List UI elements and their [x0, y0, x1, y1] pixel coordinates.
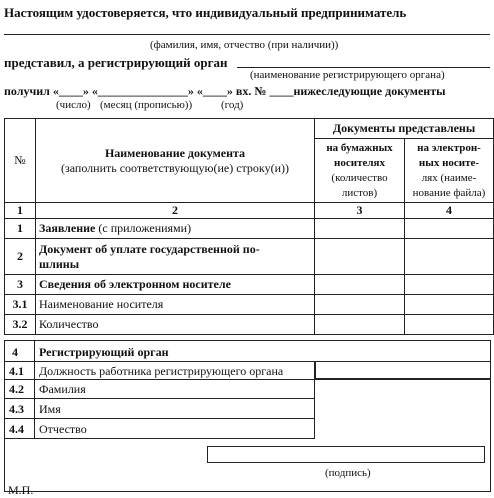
table-row: [5, 219, 494, 239]
header-electronic: [405, 139, 494, 203]
electronic-cell[interactable]: [405, 315, 494, 335]
fio-line[interactable]: [4, 34, 490, 35]
caption-number: (число): [56, 99, 91, 111]
row-name: Количество: [36, 315, 315, 335]
paper-cell[interactable]: [315, 275, 405, 295]
header-electronic-line: лях (наиме-: [421, 171, 477, 184]
row-num: 4.3: [9, 402, 24, 416]
divider: [4, 379, 491, 380]
caption-month: (месяц (прописью)): [100, 99, 193, 111]
received-text: получил «____» «_______________» «____» вх. № ____нижеследующие документы: [4, 84, 446, 98]
surname-label: Фамилия: [39, 382, 86, 396]
index-cell: 4: [405, 203, 494, 219]
paper-cell[interactable]: [315, 219, 405, 239]
fio-caption: (фамилия, имя, отчество (при наличии)): [150, 39, 339, 51]
index-cell: 3: [315, 203, 405, 219]
position-field[interactable]: [315, 361, 491, 379]
position-label: Должность работника регистрирующего органа: [39, 364, 284, 378]
header-num: №: [5, 119, 36, 203]
header-paper-line: листов): [341, 186, 378, 199]
row-num: 4.1: [9, 364, 24, 378]
caption-year: (год): [221, 99, 244, 111]
header-name: [36, 119, 315, 203]
row-name-line: шлины: [39, 256, 80, 271]
row-name: [36, 219, 315, 239]
organ-line[interactable]: [237, 67, 490, 68]
header-electronic-line: на электрон-: [417, 141, 481, 154]
presented-text: представил, а регистрирующий орган: [4, 55, 228, 70]
registry-title: Регистрирующий орган: [39, 345, 169, 359]
header-paper-line: (количество: [331, 171, 388, 184]
table-row: [5, 315, 494, 335]
index-cell: 2: [36, 203, 315, 219]
row-name-bold: Заявление: [39, 221, 96, 235]
header-presented: Документы представлены: [315, 119, 494, 139]
patronymic-label: Отчество: [39, 422, 87, 436]
row-name: Сведения об электронном носителе: [36, 275, 315, 295]
row-name-line: Документ об уплате государственной по-: [39, 241, 260, 256]
electronic-cell[interactable]: [405, 239, 494, 275]
row-name: [36, 239, 315, 275]
row-num: 4.4: [9, 422, 24, 436]
index-cell: 1: [5, 203, 36, 219]
table-row: [5, 295, 494, 315]
row-num: 2: [5, 239, 36, 275]
row-num: 3.1: [5, 295, 36, 315]
electronic-cell[interactable]: [405, 219, 494, 239]
row-name-rest: (с приложениями): [95, 221, 192, 235]
signature-caption: (подпись): [325, 467, 371, 479]
signature-field[interactable]: [207, 446, 485, 463]
stamp-label: М.П.: [8, 483, 34, 497]
table-row: [5, 239, 494, 275]
divider: [4, 398, 315, 399]
name-label: Имя: [39, 402, 61, 416]
header-electronic-line: ных носите-: [418, 156, 480, 169]
row-name: Наименование носителя: [36, 295, 315, 315]
divider: [4, 418, 315, 419]
paper-cell[interactable]: [315, 295, 405, 315]
electronic-cell[interactable]: [405, 295, 494, 315]
header-name-sub: (заполнить соответствующую(ие) строку(и)): [61, 160, 289, 175]
organ-caption: (наименование регистрирующего органа): [250, 69, 445, 81]
header-paper: [315, 139, 405, 203]
paper-cell[interactable]: [315, 239, 405, 275]
row-num: 3.2: [5, 315, 36, 335]
row-num: 4: [12, 345, 18, 359]
header-paper-line: на бумажных: [326, 141, 393, 154]
divider: [34, 340, 35, 438]
electronic-cell[interactable]: [405, 275, 494, 295]
table-row: [5, 275, 494, 295]
divider: [4, 438, 315, 439]
row-num: 1: [5, 219, 36, 239]
row-num: 3: [5, 275, 36, 295]
header-name-title: Наименование документа: [104, 145, 246, 160]
documents-table: [4, 118, 494, 335]
intro-line: Настоящим удостоверяется, что индивидуальный предприниматель: [4, 5, 407, 20]
header-electronic-line: нование файла): [412, 186, 486, 199]
paper-cell[interactable]: [315, 315, 405, 335]
row-num: 4.2: [9, 382, 24, 396]
header-paper-line: носителях: [334, 156, 385, 169]
